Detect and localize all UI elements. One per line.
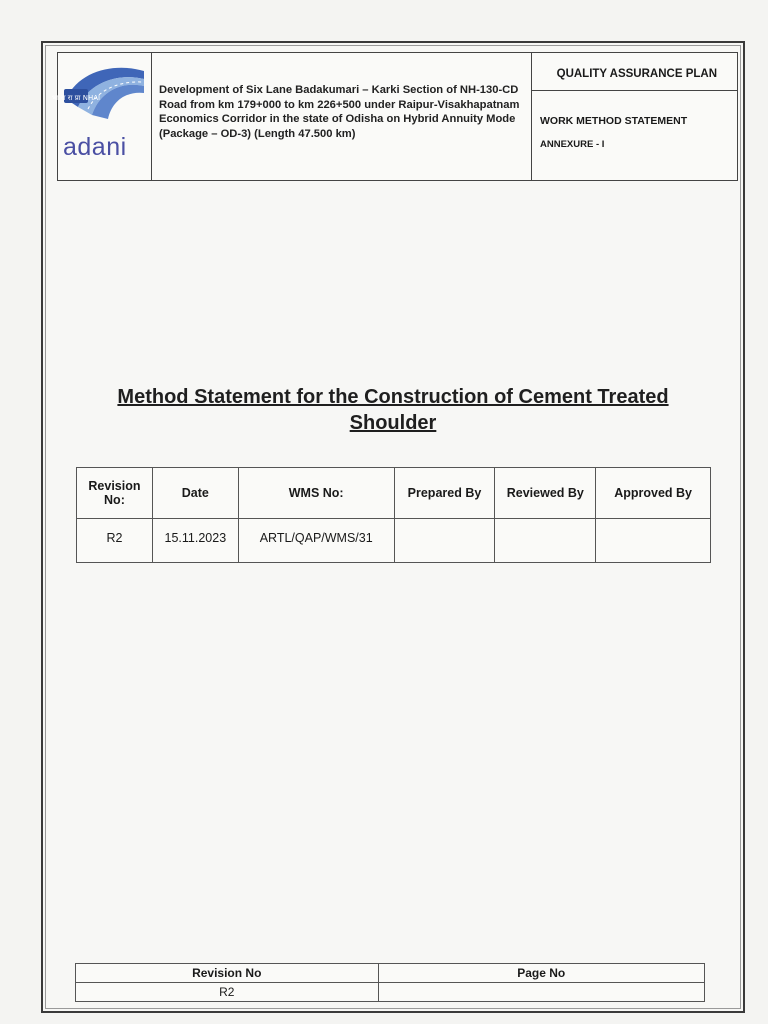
header-prepared-by: Prepared By	[394, 468, 495, 519]
footer-page-no-label: Page No	[378, 964, 704, 983]
header-date: Date	[152, 468, 238, 519]
qap-label: QUALITY ASSURANCE PLAN	[532, 53, 737, 91]
header-revision-no: Revision No:	[77, 468, 153, 519]
annexure-label: ANNEXURE - I	[540, 139, 605, 150]
nhai-emblem-text: भा रा रा प्रा NHAI	[51, 94, 101, 102]
footer-table	[75, 963, 705, 1002]
cell-wms-no: ARTL/QAP/WMS/31	[238, 519, 394, 563]
cell-prepared-by	[394, 519, 495, 563]
header-right-cell	[532, 53, 737, 180]
wms-label: WORK METHOD STATEMENT	[540, 115, 688, 127]
table-row	[77, 519, 711, 563]
document-header	[51, 52, 738, 181]
header-wms-no: WMS No:	[238, 468, 394, 519]
cell-approved-by	[596, 519, 711, 563]
project-description: Development of Six Lane Badakumari – Karki Section of NH-130-CD Road from km 179+000 to km 226+500 under Raipur-Visakhapatnam Economics Corridor in the state of Odisha on Hybrid Annuity Mode (Package – OD-3) (Length 47.500 km)	[152, 53, 532, 180]
title-line-1: Method Statement for the Construction of Cement Treated	[117, 386, 669, 408]
title-line-2: Shoulder	[349, 412, 437, 434]
footer-header-row	[76, 964, 705, 983]
revision-table	[76, 467, 711, 563]
footer-page-no-value	[378, 983, 704, 1002]
adani-logo: adani	[63, 133, 127, 161]
nhai-road-logo-icon	[51, 59, 148, 121]
cell-revision-no: R2	[77, 519, 153, 563]
cell-date: 15.11.2023	[152, 519, 238, 563]
logo-cell	[51, 53, 152, 180]
cell-reviewed-by	[495, 519, 596, 563]
header-reviewed-by: Reviewed By	[495, 468, 596, 519]
document-title	[60, 384, 726, 436]
header-approved-by: Approved By	[596, 468, 711, 519]
footer-revision-no-label: Revision No	[76, 964, 379, 983]
revision-table-header-row	[77, 468, 711, 519]
footer-revision-no-value: R2	[76, 983, 379, 1002]
footer-value-row	[76, 983, 705, 1002]
